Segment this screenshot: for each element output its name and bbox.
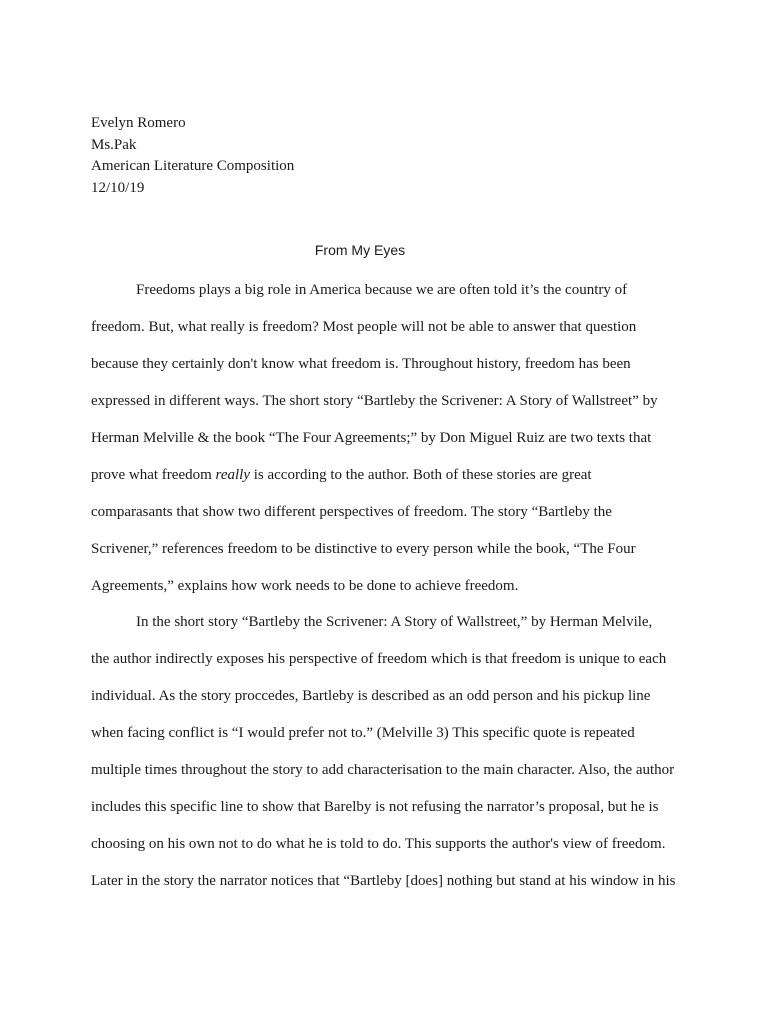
line-6-before: prove what freedom [91,467,216,483]
essay-date: 12/10/19 [91,179,145,196]
paragraph-2-line-7: choosing on his own not to do what he is told to do. This supports the author's view of freedom. [91,836,666,852]
paragraph-1-line-7: comparasants that show two different perspectives of freedom. The story “Bartleby the [91,504,612,520]
paragraph-1-line-1: Freedoms plays a big role in America because we are often told it’s the country of [136,282,628,298]
paragraph-1-line-5: Herman Melville & the book “The Four Agreements;” by Don Miguel Ruiz are two texts that [91,430,652,446]
line-6-after: is according to the author. Both of these stories are great [249,467,592,483]
paragraph-1-line-3: because they certainly don't know what freedom is. Throughout history, freedom has been [91,356,631,372]
course-name: American Literature Composition [91,158,295,174]
essay-title-text: From My Eyes [314,242,406,258]
paragraph-2-line-2: the author indirectly exposes his perspective of freedom which is that freedom is unique to each [91,651,667,667]
teacher-name: Ms.Pak [91,136,137,153]
student-name: Evelyn Romero [91,115,186,131]
paragraph-1-line-8: Scrivener,” references freedom to be distinctive to every person while the book, “The Four [91,541,636,557]
emphasized-word: really [215,467,250,483]
paragraph-1-line-9: Agreements,” explains how work needs to be done to achieve freedom. [91,578,519,594]
paragraph-2-line-1: In the short story “Bartleby the Scrivener: A Story of Wallstreet,” by Herman Melvile, [136,614,653,630]
paragraph-1-line-2: freedom. But, what really is freedom? Most people will not be able to answer that question [91,319,637,335]
paragraph-2-line-8: Later in the story the narrator notices that “Bartleby [does] nothing but stand at his window in his [91,873,676,889]
paragraph-1-line-6 [91,465,592,485]
paragraph-2-line-6: includes this specific line to show that Barelby is not refusing the narrator’s proposal, but he is [91,799,659,815]
paragraph-1-line-4: expressed in different ways. The short story “Bartleby the Scrivener: A Story of Wallstreet” by [91,393,658,409]
paragraph-2-line-5: multiple times throughout the story to add characterisation to the main character. Also, the author [91,762,675,778]
paragraph-2-line-3: individual. As the story proccedes, Bartleby is described as an odd person and his pickup line [91,688,651,704]
paragraph-2-line-4: when facing conflict is “I would prefer not to.” (Melville 3) This specific quote is repeated [91,725,635,741]
